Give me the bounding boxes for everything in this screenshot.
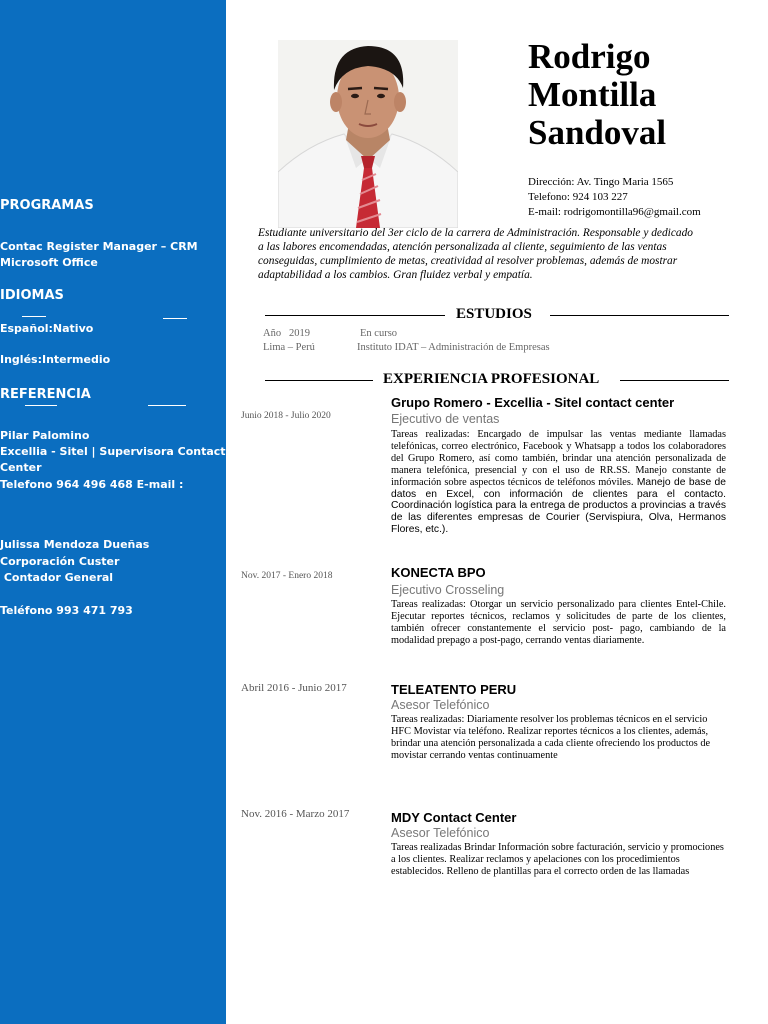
idioma-item: Español:Nativo <box>0 322 94 335</box>
reference-phone: Teléfono 993 471 793 <box>0 604 133 617</box>
job-role: Ejecutivo de ventas <box>391 412 500 426</box>
study-location: Lima – Perú <box>263 342 315 353</box>
job-role: Asesor Telefónico <box>391 698 490 712</box>
study-institution: Instituto IDAT – Administración de Empresas <box>357 342 550 353</box>
job-date: Junio 2018 - Julio 2020 <box>241 411 331 421</box>
sidebar <box>0 0 234 1024</box>
job-date: Nov. 2016 - Marzo 2017 <box>241 808 350 820</box>
job-description-text: Manejo de base de datos en Excel, con información de clientes para el contacto. Coordinación logística para la entrega de productos a provincias a través de las diferentes empresas de Courier (Servispiura, Olva, Hermanos Flores, etc.). <box>391 476 726 536</box>
job-description <box>391 429 726 536</box>
reference-name: Pilar Palomino <box>0 429 90 442</box>
reference-position: Contador General <box>0 571 114 584</box>
job-role: Ejecutivo Crosseling <box>391 583 505 597</box>
job-description: Tareas realizadas: Diariamente resolver los problemas técnicos en el servicio HFC Movistar vía teléfono. Realizar reportes técnicos a los clientes, además, brindar una atención personalizada a cada cliente ofreciendo los productos de movistar cerrando ventas continuamente <box>391 714 711 761</box>
job-role: Asesor Telefónico <box>391 826 490 840</box>
divider <box>265 315 445 316</box>
study-status: En curso <box>360 328 398 339</box>
job-company: TELEATENTO PERU <box>391 682 517 697</box>
job-description: Tareas realizadas: Otorgar un servicio personalizado para clientes Entel-Chile. Ejecutar reportes técnicos, reclamos y solicitudes de parte de los clientes, también ofrecer constantemente el servicio post- pago, cambiando de la modalidad prepago a post-pago, cerrando ventas diariamente. <box>391 599 726 646</box>
divider <box>620 380 729 381</box>
name-line: Montilla <box>528 75 657 114</box>
divider <box>163 318 187 319</box>
job-date: Abril 2016 - Junio 2017 <box>241 682 347 694</box>
divider <box>25 405 57 406</box>
estudios-heading: ESTUDIOS <box>456 306 532 322</box>
reference-company: Excellia - Sitel | Supervisora Contact - <box>0 445 234 458</box>
job-company: Grupo Romero - Excellia - Sitel contact center <box>391 395 675 410</box>
programa-item: Microsoft Office <box>0 256 98 269</box>
phone: Telefono: 924 103 227 <box>528 191 628 203</box>
divider <box>550 315 729 316</box>
job-company: KONECTA BPO <box>391 565 486 580</box>
divider <box>22 316 46 317</box>
programas-heading: PROGRAMAS <box>0 198 94 213</box>
divider <box>148 405 186 406</box>
name-line: Sandoval <box>528 113 667 152</box>
reference-company: Corporación Custer <box>0 555 120 568</box>
referencia-heading: REFERENCIA <box>0 387 91 402</box>
study-year: Año 2019 <box>263 328 310 339</box>
reference-name: Julissa Mendoza Dueñas <box>0 538 150 551</box>
address: Dirección: Av. Tingo Maria 1565 <box>528 176 674 188</box>
idiomas-heading: IDIOMAS <box>0 288 64 303</box>
profile-summary: Estudiante universitario del 3er ciclo de la carrera de Administración. Responsable y dedicado a las labores encomendadas, atención personalizada al cliente, seguimiento de las ventas conseguidas, cumplimiento de metas, creatividad al resolver problemas, además de mostrar adaptabilidad a los cambios. Gran fluidez verbal y empatía. <box>258 227 693 281</box>
job-date: Nov. 2017 - Enero 2018 <box>241 571 333 581</box>
programa-item: Contac Register Manager – CRM <box>0 240 198 253</box>
profile-photo <box>278 40 458 228</box>
full-name <box>528 38 666 152</box>
reference-phone: Telefono 964 496 468 E-mail : <box>0 478 184 491</box>
email: E-mail: rodrigomontilla96@gmail.com <box>528 206 701 218</box>
experiencia-heading: EXPERIENCIA PROFESIONAL <box>383 371 600 387</box>
name-line: Rodrigo <box>528 37 651 76</box>
job-company: MDY Contact Center <box>391 810 517 825</box>
divider <box>265 380 373 381</box>
job-description-text: Tareas realizadas: Encargado de impulsar las ventas mediante llamadas telefónicas, correo electrónico, Facebook y Whatsapp a todos los colaboradores del Grupo Romero, así como también, brindar una atención personalizada de manera telefónica, presencial y con el uso de RR.SS. Manejo constante de información sobre aspectos técnicos de teléfonos móviles. <box>391 429 726 488</box>
idioma-item: Inglés:Intermedio <box>0 353 111 366</box>
reference-company: Center <box>0 461 42 474</box>
job-description: Tareas realizadas Brindar Información sobre facturación, servicio y promociones a los clientes. Realizar reclamos y apelaciones con los procedimientos establecidos. Relleno de plantillas para el correcto orden de las llamadas <box>391 842 724 877</box>
